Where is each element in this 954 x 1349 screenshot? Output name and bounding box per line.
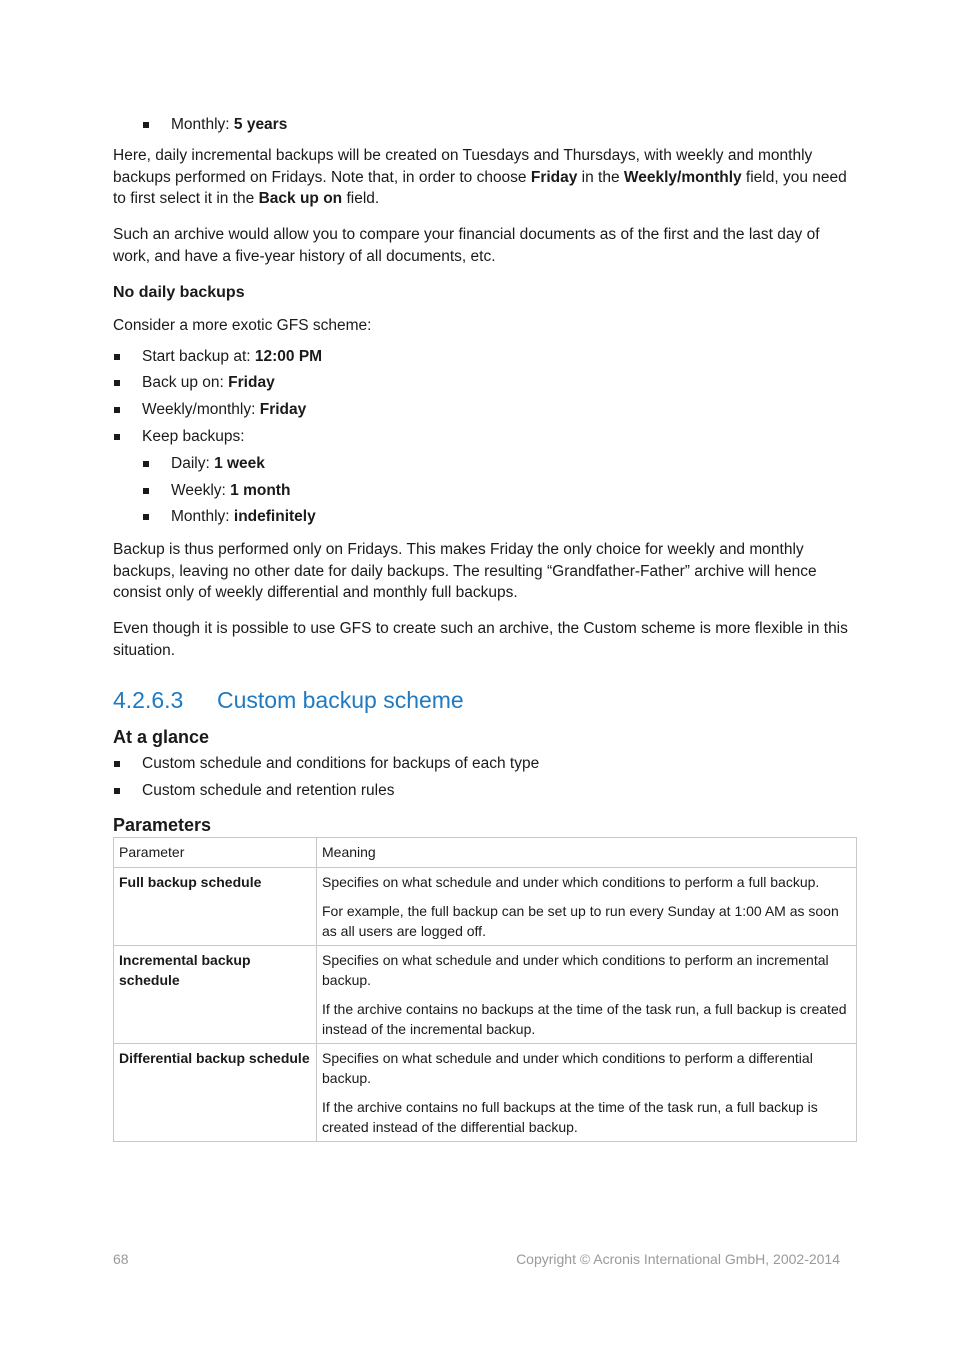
list-item: Monthly: 5 years	[171, 115, 287, 135]
list-item: Back up on: Friday	[142, 373, 275, 393]
list-item: Keep backups:	[142, 427, 245, 447]
paragraph: Even though it is possible to use GFS to create such an archive, the Custom scheme is more flexible in this situation.	[113, 620, 848, 659]
bullet-square-icon	[143, 461, 149, 467]
heading-at-a-glance: At a glance	[113, 727, 210, 747]
list-item: Start backup at: 12:00 PM	[142, 347, 322, 367]
table-cell-parameter: Differential backup schedule	[114, 1044, 317, 1142]
table-row	[114, 946, 857, 1044]
list-item: Weekly: 1 month	[171, 481, 290, 501]
section-heading	[113, 686, 464, 714]
paragraph: Such an archive would allow you to compare your financial documents as of the first and the last day of work, and have a five-year history of all documents, etc.	[113, 226, 820, 265]
bullet-square-icon	[114, 434, 120, 440]
list-item: Custom schedule and retention rules	[142, 781, 394, 801]
paragraph: Consider a more exotic GFS scheme:	[113, 317, 372, 334]
parameters-table	[113, 837, 857, 1142]
table-cell-meaning: Specifies on what schedule and under which conditions to perform an incremental backup. If the archive contains no backups at the time of the task run, a full backup is created instead of the incremental backup.	[317, 946, 857, 1044]
paragraph: Backup is thus performed only on Fridays. This makes Friday the only choice for weekly and monthly backups, leaving no other date for daily backups. The resulting “Grandfather-Father” archive will hence consist only of weekly differential and monthly full backups.	[113, 541, 817, 601]
bullet-square-icon	[114, 407, 120, 413]
list-item: Weekly/monthly: Friday	[142, 400, 306, 420]
bullet-square-icon	[114, 380, 120, 386]
table-cell-parameter: Full backup schedule	[114, 867, 317, 946]
bullet-square-icon	[114, 354, 120, 360]
bullet-square-icon	[143, 488, 149, 494]
table-row	[114, 867, 857, 946]
table-cell-meaning: Specifies on what schedule and under which conditions to perform a full backup. For example, the full backup can be set up to run every Sunday at 1:00 AM as soon as all users are logged off.	[317, 867, 857, 946]
bullet-square-icon	[143, 122, 149, 128]
list-item: Daily: 1 week	[171, 454, 265, 474]
paragraph: Here, daily incremental backups will be created on Tuesdays and Thursdays, with weekly and monthly backups performed on Fridays. Note that, in order to choose Friday in the Weekly/monthly field, you need to first select it in the Back up on field.	[113, 147, 847, 207]
section-number: 4.2.6.3	[113, 687, 184, 713]
list-item: Monthly: indefinitely	[171, 507, 316, 527]
bullet-square-icon	[114, 788, 120, 794]
subheading-no-daily-backups: No daily backups	[113, 284, 245, 301]
bullet-square-icon	[143, 514, 149, 520]
copyright-text: Copyright © Acronis International GmbH, 2002-2014	[516, 1251, 840, 1267]
section-title: Custom backup scheme	[217, 687, 464, 713]
list-item: Custom schedule and conditions for backups of each type	[142, 754, 539, 774]
bullet-square-icon	[114, 761, 120, 767]
heading-parameters: Parameters	[113, 815, 212, 835]
table-header-row	[114, 838, 857, 868]
table-header-cell: Parameter	[114, 838, 317, 868]
table-cell-parameter: Incremental backup schedule	[114, 946, 317, 1044]
page-number: 68	[113, 1251, 129, 1267]
table-cell-meaning: Specifies on what schedule and under which conditions to perform a differential backup. If the archive contains no full backups at the time of the task run, a full backup is created instead of the differential backup.	[317, 1044, 857, 1142]
table-row	[114, 1044, 857, 1142]
table-header-cell: Meaning	[317, 838, 857, 868]
